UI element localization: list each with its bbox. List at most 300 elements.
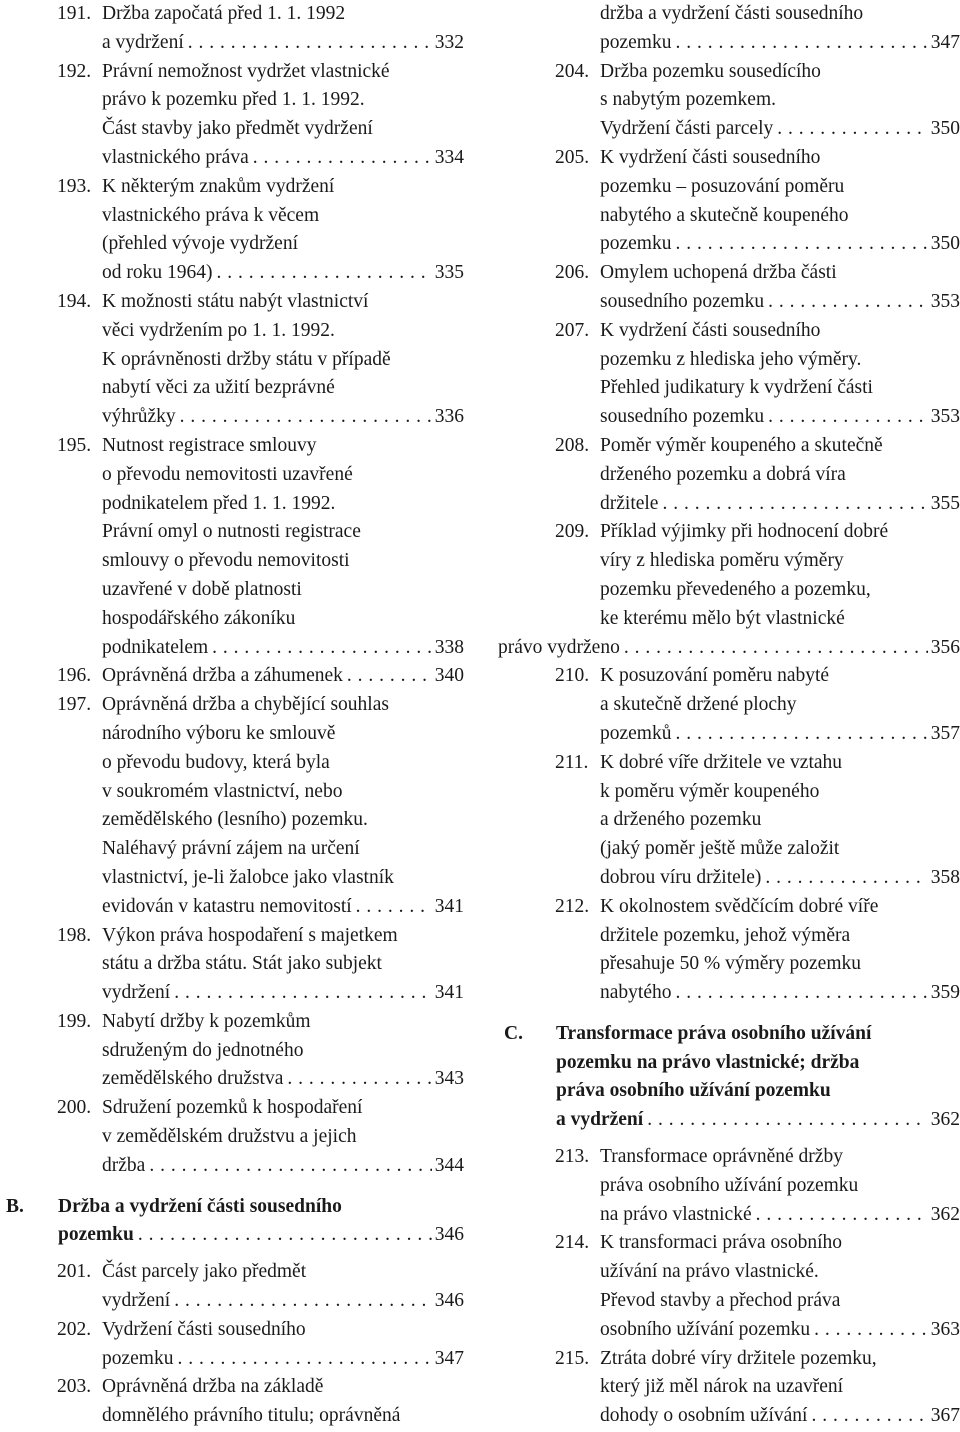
entry-title-text: vlastnictví, je-li žalobce jako vlastník [102, 866, 394, 888]
entry-line [600, 518, 960, 547]
page-number: 335 [434, 262, 464, 284]
entry-line [600, 547, 960, 576]
entry-title-text: nabytého a skutečně koupeného [600, 204, 849, 226]
entry-title-text: od roku 1964) [102, 262, 213, 284]
entry-line [600, 173, 960, 202]
entry-line [600, 115, 960, 144]
entry-title-text: podnikatelem [102, 636, 209, 658]
leader-dots [138, 1221, 432, 1250]
entry-line [600, 1172, 960, 1201]
entry-line [600, 1287, 960, 1316]
entry-title-text: Vydržení části parcely [600, 118, 774, 140]
entry-number: 209. [555, 521, 590, 543]
entry-title-text: v soukromém vlastnictví, nebo [102, 780, 343, 802]
entry-title-text: zemědělského družstva [102, 1068, 284, 1090]
entry-title-text: (jaký poměr ještě může založit [600, 838, 840, 860]
leader-dots [768, 288, 928, 317]
entry-line [102, 518, 464, 547]
entry-number: 198. [57, 924, 92, 946]
entry-line [498, 634, 960, 663]
entry-title-text: Právní nemožnost vydržet vlastnické [102, 60, 390, 82]
toc-entry[interactable] [0, 1316, 464, 1374]
section-letter: C. [504, 1022, 523, 1044]
toc-entry[interactable] [498, 893, 960, 1008]
entry-number: 201. [57, 1261, 92, 1283]
entry-number: 214. [555, 1232, 590, 1254]
toc-entry[interactable] [0, 1008, 464, 1094]
entry-number: 212. [555, 895, 590, 917]
entry-line [600, 1345, 960, 1374]
leader-dots [217, 259, 432, 288]
entry-title-text: dobrou víru držitele) [600, 866, 762, 888]
leader-dots [188, 29, 432, 58]
entry-title-text: Právní omyl o nutnosti registrace [102, 521, 361, 543]
toc-entry[interactable] [498, 0, 960, 58]
entry-line [102, 806, 464, 835]
leader-dots [253, 144, 432, 173]
entry-line [600, 230, 960, 259]
toc-entry[interactable] [0, 173, 464, 288]
entry-title-text: Držba pozemku sousedícího [600, 60, 821, 82]
entry-line [600, 58, 960, 87]
page-number: 362 [930, 1109, 960, 1131]
toc-entry[interactable] [0, 922, 464, 1008]
entry-title-text: práva osobního užívání pozemku [600, 1174, 859, 1196]
entry-line [102, 1402, 464, 1431]
leader-dots [675, 29, 927, 58]
entry-title-text: K okolnostem svědčícím dobré víře [600, 895, 879, 917]
entry-title-text: a drženého pozemku [600, 809, 762, 831]
entry-line [600, 461, 960, 490]
entry-title-text: Část parcely jako předmět [102, 1261, 307, 1283]
toc-column-right [498, 0, 960, 1431]
entry-line [102, 1037, 464, 1066]
leader-dots [662, 490, 927, 519]
entry-line [102, 173, 464, 202]
toc-entry[interactable] [0, 691, 464, 921]
entry-line [102, 605, 464, 634]
entry-title-text: držitele [600, 492, 659, 514]
entry-title-text: nabytí věci za užití bezprávné [102, 377, 335, 399]
entry-title-text: K vydržení části sousedního [600, 146, 821, 168]
entry-title-text: o převodu budovy, která byla [102, 751, 330, 773]
entry-title-text: Naléhavý právní zájem na určení [102, 838, 360, 860]
entry-line [600, 1316, 960, 1345]
entry-line [600, 144, 960, 173]
entry-line [102, 576, 464, 605]
entry-line [600, 29, 960, 58]
toc-entry[interactable] [498, 1229, 960, 1344]
entry-title-text: (přehled vývoje vydržení [102, 233, 299, 255]
entry-title-text: pozemku [600, 233, 672, 255]
entry-title-text: pozemku z hlediska jeho výměry. [600, 348, 862, 370]
leader-dots [768, 403, 928, 432]
toc-entry[interactable] [0, 432, 464, 662]
entry-title-text: Transformace práva osobního užívání [556, 1022, 872, 1044]
entry-line [600, 1229, 960, 1258]
entry-title-text: právo k pozemku před 1. 1. 1992. [102, 89, 365, 111]
entry-title-text: Převod stavby a přechod práva [600, 1290, 841, 1312]
entry-title-text: hospodářského zákoníku [102, 607, 296, 629]
entry-number: 193. [57, 175, 92, 197]
page-number: 344 [434, 1154, 464, 1176]
entry-line [102, 1287, 464, 1316]
toc-entry[interactable] [0, 0, 464, 58]
page-number: 367 [930, 1405, 960, 1427]
entry-line [600, 259, 960, 288]
toc-section-heading[interactable] [498, 1020, 960, 1135]
entry-line [556, 1106, 960, 1135]
section-letter: B. [6, 1195, 24, 1217]
page-number: 346 [434, 1290, 464, 1312]
entry-title-text: užívání na právo vlastnické. [600, 1261, 819, 1283]
toc-entry[interactable] [0, 1094, 464, 1180]
entry-title-text: zemědělského (lesního) pozemku. [102, 809, 368, 831]
entry-line [102, 288, 464, 317]
section-spacer [498, 1008, 960, 1020]
page-number: 350 [930, 233, 960, 255]
entry-line [102, 691, 464, 720]
entry-number: 200. [57, 1097, 92, 1119]
toc-entry[interactable] [498, 662, 960, 748]
toc-entry[interactable] [0, 662, 464, 691]
entry-title-text: pozemku [600, 31, 672, 53]
entry-line [600, 1258, 960, 1287]
toc-entry[interactable] [0, 1373, 464, 1431]
entry-line [102, 1316, 464, 1345]
leader-dots [356, 893, 432, 922]
entry-line [600, 979, 960, 1008]
entry-line [102, 1152, 464, 1181]
page-number: 334 [434, 146, 464, 168]
page-number: 353 [930, 290, 960, 312]
entry-line [102, 778, 464, 807]
entry-title-text: K vydržení části sousedního [600, 319, 821, 341]
entry-line [102, 835, 464, 864]
entry-number: 192. [57, 60, 92, 82]
toc-entry[interactable] [0, 288, 464, 432]
entry-line [600, 1402, 960, 1431]
entry-line [600, 1201, 960, 1230]
entry-line [556, 1020, 960, 1049]
entry-line [102, 0, 464, 29]
entry-number: 213. [555, 1146, 590, 1168]
entry-title-text: k poměru výměr koupeného [600, 780, 820, 802]
entry-title-text: Oprávněná držba a chybějící souhlas [102, 694, 389, 716]
entry-line [102, 749, 464, 778]
entry-title-text: smlouvy o převodu nemovitosti [102, 550, 350, 572]
entry-title-text: sdruženým do jednotného [102, 1039, 304, 1061]
entry-title-text: Nutnost registrace smlouvy [102, 434, 317, 456]
section-spacer [498, 1135, 960, 1143]
entry-line [600, 950, 960, 979]
leader-dots [174, 1287, 432, 1316]
entry-line [600, 432, 960, 461]
toc-entry[interactable] [498, 1143, 960, 1229]
toc-entry[interactable] [498, 144, 960, 259]
entry-title-text: domnělého právního titulu; oprávněná [102, 1405, 401, 1427]
entry-number: 211. [555, 751, 589, 773]
page-number: 341 [434, 982, 464, 1004]
page-number: 359 [930, 982, 960, 1004]
entry-title-text: Omylem uchopená držba části [600, 262, 837, 284]
entry-title-text: Oprávněná držba na základě [102, 1376, 324, 1398]
entry-line [102, 1345, 464, 1374]
entry-number: 195. [57, 434, 92, 456]
entry-line [600, 0, 960, 29]
leader-dots [777, 115, 927, 144]
entry-title-text: držitele pozemku, jehož výměra [600, 924, 851, 946]
page-number: 356 [930, 636, 960, 658]
entry-title-text: Nabytí držby k pozemkům [102, 1010, 311, 1032]
entry-line [600, 864, 960, 893]
entry-title-text: K transformaci práva osobního [600, 1232, 843, 1254]
entry-line [600, 1143, 960, 1172]
page-number: 347 [930, 31, 960, 53]
toc-column-left [0, 0, 464, 1431]
entry-title-text: pozemků [600, 722, 672, 744]
entry-title-text: přesahuje 50 % výměry pozemku [600, 953, 862, 975]
entry-line [102, 490, 464, 519]
leader-dots [624, 634, 928, 663]
entry-number: 215. [555, 1347, 590, 1369]
leader-dots [212, 634, 432, 663]
entry-title-text: Ztráta dobré víry držitele pozemku, [600, 1347, 877, 1369]
entry-line [600, 605, 960, 634]
section-spacer [0, 1181, 464, 1193]
leader-dots [347, 662, 432, 691]
entry-line [600, 317, 960, 346]
leader-dots [756, 1201, 928, 1230]
entry-title-text: Přehled judikatury k vydržení části [600, 377, 873, 399]
entry-title-text: K posuzování poměru nabyté [600, 665, 830, 687]
entry-title-text: v zemědělském družstvu a jejich [102, 1126, 357, 1148]
entry-title-text: právo vydrženo [498, 636, 620, 658]
entry-title-text: Vydržení části sousedního [102, 1318, 306, 1340]
page-number: 358 [930, 866, 960, 888]
entry-line [102, 432, 464, 461]
entry-title-text: Část stavby jako předmět vydržení [102, 118, 373, 140]
leader-dots [180, 403, 432, 432]
entry-number: 206. [555, 262, 590, 284]
entry-line [102, 29, 464, 58]
page-number: 336 [434, 406, 464, 428]
entry-line [102, 893, 464, 922]
entry-line [600, 374, 960, 403]
leader-dots [675, 979, 927, 1008]
entry-line [600, 806, 960, 835]
entry-title-text: Držba a vydržení části sousedního [58, 1195, 342, 1217]
entry-line [600, 288, 960, 317]
toc-entry[interactable] [0, 1258, 464, 1316]
entry-line [58, 1221, 464, 1250]
entry-title-text: pozemku [102, 1347, 174, 1369]
entry-title-text: držba [102, 1154, 146, 1176]
entry-number: 204. [555, 60, 590, 82]
entry-line [102, 864, 464, 893]
entry-title-text: pozemku [58, 1224, 134, 1246]
toc-entry[interactable] [498, 317, 960, 432]
leader-dots [647, 1106, 928, 1135]
entry-line [102, 346, 464, 375]
entry-line [102, 461, 464, 490]
entry-line [102, 547, 464, 576]
entry-line [102, 317, 464, 346]
entry-title-text: K dobré víře držitele ve vztahu [600, 751, 843, 773]
entry-line [102, 115, 464, 144]
entry-number: 199. [57, 1010, 92, 1032]
entry-line [102, 144, 464, 173]
entry-title-text: a skutečně držené plochy [600, 694, 797, 716]
toc-entry[interactable] [498, 749, 960, 893]
entry-line [600, 893, 960, 922]
entry-title-text: podnikatelem před 1. 1. 1992. [102, 492, 336, 514]
entry-line [102, 202, 464, 231]
toc-entry[interactable] [498, 1345, 960, 1431]
entry-line [600, 691, 960, 720]
entry-line [102, 979, 464, 1008]
entry-line [102, 86, 464, 115]
leader-dots [814, 1316, 928, 1345]
page-number: 362 [930, 1203, 960, 1225]
leader-dots [287, 1065, 431, 1094]
toc-entry[interactable] [498, 58, 960, 144]
entry-line [58, 1193, 464, 1222]
entry-title-text: dohody o osobním užívání [600, 1405, 808, 1427]
entry-line [600, 662, 960, 691]
page-number: 343 [434, 1068, 464, 1090]
entry-number: 194. [57, 290, 92, 312]
entry-title-text: K oprávněnosti držby státu v případě [102, 348, 391, 370]
leader-dots [675, 720, 927, 749]
entry-line [102, 1065, 464, 1094]
entry-line [102, 1008, 464, 1037]
toc-entry[interactable] [0, 58, 464, 173]
entry-title-text: drženého pozemku a dobrá víra [600, 463, 846, 485]
page-number: 341 [434, 895, 464, 917]
page-number: 353 [930, 406, 960, 428]
leader-dots [177, 1345, 431, 1374]
entry-line [600, 403, 960, 432]
entry-number: 191. [57, 3, 92, 24]
entry-title-text: a vydržení [102, 31, 184, 53]
entry-number: 196. [57, 665, 92, 687]
entry-line [600, 835, 960, 864]
entry-title-text: ke kterému mělo být vlastnické [600, 607, 845, 629]
entry-title-text: Poměr výměr koupeného a skutečně [600, 434, 883, 456]
entry-title-text: víry z hlediska poměru výměry [600, 550, 844, 572]
page-number: 357 [930, 722, 960, 744]
entry-number: 207. [555, 319, 590, 341]
entry-title-text: věci vydržením po 1. 1. 1992. [102, 319, 335, 341]
entry-title-text: pozemku – posuzování poměru [600, 175, 845, 197]
toc-section-heading[interactable] [0, 1193, 464, 1251]
entry-line [102, 950, 464, 979]
entry-number: 208. [555, 434, 590, 456]
entry-line [600, 490, 960, 519]
entry-title-text: Oprávněná držba a záhumenek [102, 665, 343, 687]
entry-line [600, 576, 960, 605]
entry-number: 203. [57, 1376, 92, 1398]
entry-title-text: národního výboru ke smlouvě [102, 722, 336, 744]
page-number: 338 [434, 636, 464, 658]
leader-dots [149, 1152, 431, 1181]
page-number: 347 [434, 1347, 464, 1369]
entry-title-text: vydržení [102, 1290, 171, 1312]
entry-line [102, 403, 464, 432]
entry-line [102, 374, 464, 403]
toc-entry[interactable] [498, 518, 960, 633]
entry-title-text: K některým znakům vydržení [102, 175, 335, 197]
entry-line [102, 1123, 464, 1152]
entry-title-text: o převodu nemovitosti uzavřené [102, 463, 353, 485]
entry-title-text: na právo vlastnické [600, 1203, 752, 1225]
entry-line [102, 259, 464, 288]
entry-title-text: pozemku převedeného a pozemku, [600, 578, 871, 600]
entry-title-text: nabytého [600, 982, 672, 1004]
page-number: 355 [930, 492, 960, 514]
entry-title-text: Sdružení pozemků k hospodaření [102, 1097, 363, 1119]
entry-number: 210. [555, 665, 590, 687]
entry-line [600, 1373, 960, 1402]
entry-number: 205. [555, 146, 590, 168]
entry-line [102, 662, 464, 691]
entry-line [600, 778, 960, 807]
entry-title-text: osobního užívání pozemku [600, 1318, 811, 1340]
entry-line [600, 86, 960, 115]
page-number: 340 [434, 665, 464, 687]
entry-title-text: výhrůžky [102, 406, 176, 428]
entry-line [102, 230, 464, 259]
entry-line [102, 58, 464, 87]
entry-line [600, 720, 960, 749]
leader-dots [675, 230, 927, 259]
entry-title-text: s nabytým pozemkem. [600, 89, 777, 111]
entry-title-text: Příklad výjimky při hodnocení dobré [600, 521, 889, 543]
entry-line [556, 1049, 960, 1078]
toc-entry[interactable] [498, 432, 960, 518]
entry-line [600, 202, 960, 231]
entry-number: 202. [57, 1318, 92, 1340]
page-number: 363 [930, 1318, 960, 1340]
entry-title-text: držba a vydržení části sousedního [600, 3, 864, 24]
entry-title-text: sousedního pozemku [600, 290, 765, 312]
toc-entry[interactable] [498, 259, 960, 317]
entry-title-text: evidován v katastru nemovitostí [102, 895, 352, 917]
entry-title-text: pozemku na právo vlastnické; držba [556, 1051, 860, 1073]
entry-title-text: který již měl nárok na uzavření [600, 1376, 844, 1398]
entry-title-text: vydržení [102, 982, 171, 1004]
leader-dots [174, 979, 432, 1008]
entry-title-text: Transformace oprávněné držby [600, 1146, 843, 1168]
entry-line [600, 922, 960, 951]
entry-title-text: vlastnického práva k věcem [102, 204, 320, 226]
entry-title-text: státu a držba státu. Stát jako subjekt [102, 953, 382, 975]
entry-line [600, 749, 960, 778]
entry-line [102, 922, 464, 951]
entry-line [556, 1077, 960, 1106]
entry-line [102, 1094, 464, 1123]
entry-title-text: sousedního pozemku [600, 406, 765, 428]
entry-title-text: K možnosti státu nabýt vlastnictví [102, 290, 369, 312]
page-number: 332 [434, 31, 464, 53]
entry-title-text: vlastnického práva [102, 146, 249, 168]
entry-title-text: a vydržení [556, 1109, 644, 1131]
entry-line [102, 1258, 464, 1287]
entry-number: 197. [57, 694, 92, 716]
page-number: 346 [434, 1224, 464, 1246]
leader-dots [811, 1402, 927, 1431]
